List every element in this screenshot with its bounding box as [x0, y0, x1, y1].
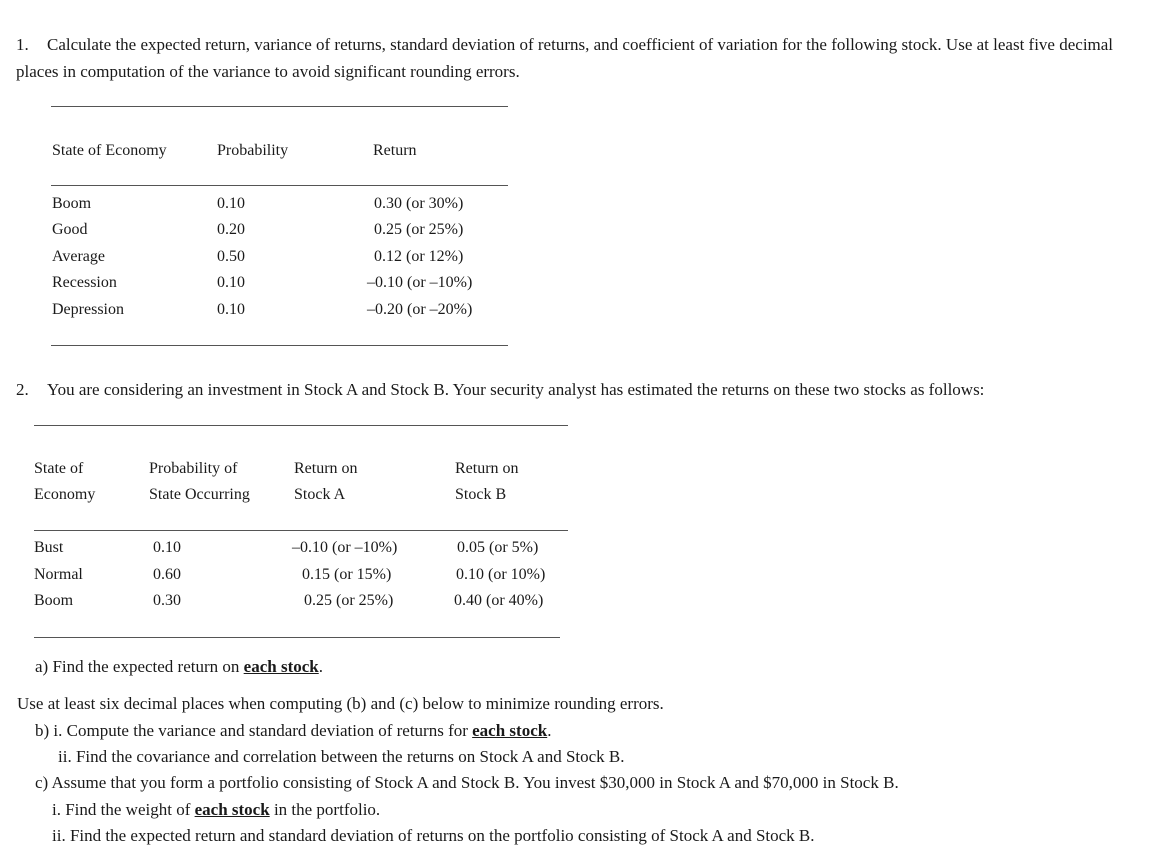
q2-row-state: Bust	[34, 539, 64, 556]
q1-row-probability: 0.10	[217, 301, 245, 318]
part-c-i-text: i. Find the weight of	[52, 800, 195, 819]
q2-table-header-rule	[34, 530, 568, 531]
q2-part-a	[35, 657, 323, 677]
q2-header-stocka-line2: Stock A	[294, 486, 346, 503]
q2-table-top-rule	[34, 425, 568, 426]
q2-part-c: c) Assume that you form a portfolio consisting of Stock A and Stock B. You invest $30,000 in Stock A and $70,000 in Stock B.	[35, 773, 899, 792]
q2-row-return-b: 0.10 (or 10%)	[456, 566, 546, 583]
q1-row-state: Depression	[52, 301, 124, 318]
q2-row-return-a: –0.10 (or –10%)	[292, 539, 398, 556]
part-b-i-text: b) i. Compute the variance and standard deviation of returns for	[35, 721, 473, 740]
q1-row-state: Good	[52, 221, 88, 238]
part-c-i-emphasis: each stock	[194, 800, 270, 819]
q1-row-state: Boom	[52, 195, 92, 212]
q2-row-state: Boom	[34, 592, 74, 609]
q1-number: 1.	[16, 35, 29, 54]
q1-row-probability: 0.10	[217, 195, 245, 212]
q2-header-prob-line2: State Occurring	[149, 486, 250, 503]
q1-header-state: State of Economy	[52, 142, 167, 159]
q2-part-b-ii: ii. Find the covariance and correlation between the returns on Stock A and Stock B.	[58, 747, 625, 766]
q1-table-header-rule	[51, 185, 508, 186]
q2-part-c-i	[52, 800, 380, 820]
q1-row-return: 0.25 (or 25%)	[374, 221, 464, 238]
q2-header-stockb-line1: Return on	[455, 460, 519, 477]
q2-part-c-ii: ii. Find the expected return and standard deviation of returns on the portfolio consisting of Stock A and Stock B.	[52, 826, 815, 845]
q2-table-bottom-rule	[34, 637, 560, 638]
q2-row-return-a: 0.25 (or 25%)	[304, 592, 394, 609]
part-a-text: a) Find the expected return on	[35, 657, 244, 676]
q2-instruction: Use at least six decimal places when computing (b) and (c) below to minimize rounding errors.	[17, 694, 664, 713]
q1-row-probability: 0.10	[217, 274, 245, 291]
q2-header-stockb-line2: Stock B	[455, 486, 507, 503]
q1-row-state: Average	[52, 248, 105, 265]
q1-table-top-rule	[51, 106, 508, 107]
q2-row-probability: 0.30	[153, 592, 181, 609]
q1-table-bottom-rule	[51, 345, 508, 346]
q1-text-line2: places in computation of the variance to avoid significant rounding errors.	[16, 62, 520, 81]
q1-row-return: 0.30 (or 30%)	[374, 195, 464, 212]
q2-row-return-a: 0.15 (or 15%)	[302, 566, 392, 583]
q1-row-return: –0.10 (or –10%)	[367, 274, 473, 291]
part-a-emphasis: each stock	[243, 657, 319, 676]
q2-header-stocka-line1: Return on	[294, 460, 358, 477]
q2-row-return-b: 0.40 (or 40%)	[454, 592, 544, 609]
q2-header-state-line2: Economy	[34, 486, 96, 503]
q2-text-line1: You are considering an investment in Stock A and Stock B. Your security analyst has estimated the returns on these two stocks as follows:	[47, 380, 985, 399]
q1-row-probability: 0.20	[217, 221, 245, 238]
q1-header-probability: Probability	[217, 142, 289, 159]
q2-number: 2.	[16, 380, 29, 399]
q2-row-return-b: 0.05 (or 5%)	[457, 539, 539, 556]
q2-header-state-line1: State of	[34, 460, 84, 477]
part-a-punct: .	[318, 657, 323, 676]
q1-text-line1: Calculate the expected return, variance of returns, standard deviation of returns, and coefficient of variation for the following stock. Use at least five decimal	[47, 35, 1114, 54]
q2-row-probability: 0.10	[153, 539, 181, 556]
q2-header-prob-line1: Probability of	[149, 460, 238, 477]
part-c-i-punct: in the portfolio.	[269, 800, 381, 819]
q1-header-return: Return	[373, 142, 417, 159]
q2-row-state: Normal	[34, 566, 83, 583]
part-b-i-emphasis: each stock	[472, 721, 548, 740]
part-b-i-punct: .	[547, 721, 552, 740]
q2-part-b-i	[35, 721, 551, 741]
q2-row-probability: 0.60	[153, 566, 181, 583]
q1-row-return: –0.20 (or –20%)	[367, 301, 473, 318]
q1-row-return: 0.12 (or 12%)	[374, 248, 464, 265]
q1-row-state: Recession	[52, 274, 117, 291]
q1-row-probability: 0.50	[217, 248, 245, 265]
